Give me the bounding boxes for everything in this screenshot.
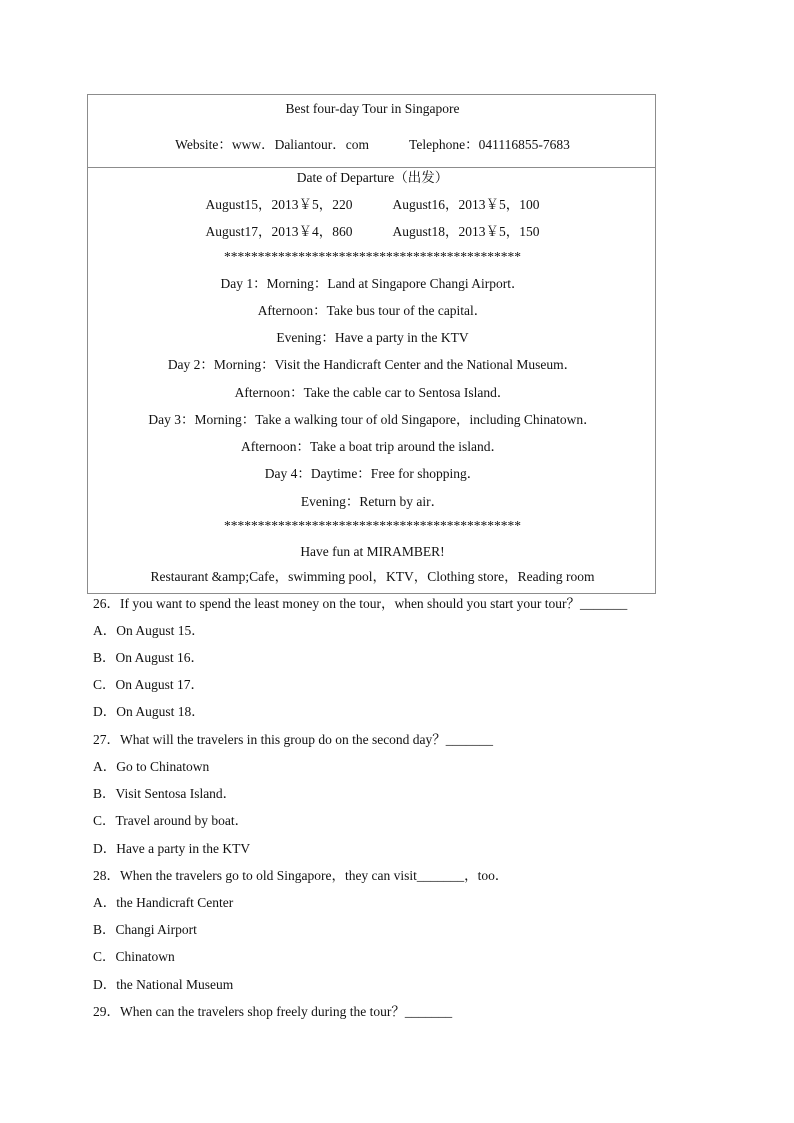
question-stem: 29．When can the travelers shop freely during the tour？_______ bbox=[93, 1004, 453, 1019]
separator: ******************************************** bbox=[224, 518, 521, 533]
itinerary-line: Evening：Have a party in the KTV bbox=[276, 330, 469, 345]
answer-option: D．On August 18． bbox=[93, 704, 205, 719]
departure-heading: Date of Departure（出发） bbox=[296, 170, 449, 185]
itinerary-line: Afternoon：Take the cable car to Sentosa Island． bbox=[234, 385, 511, 400]
departure-dates-row-2 bbox=[88, 223, 657, 241]
answer-option: A．the Handicraft Center bbox=[93, 895, 234, 910]
answer-option: B．On August 16． bbox=[93, 650, 205, 665]
question-stem: 27．What will the travelers in this group do on the second day？_______ bbox=[93, 732, 494, 747]
separator: ******************************************** bbox=[224, 249, 521, 264]
answer-option: C．Chinatown bbox=[93, 949, 175, 964]
ad-title: Best four-day Tour in Singapore bbox=[285, 101, 460, 116]
departure-dates-row-1 bbox=[88, 196, 657, 214]
website-text: Website：www．Daliantour．com bbox=[175, 137, 370, 152]
departure-date: August17，2013￥4，860 bbox=[205, 224, 353, 239]
itinerary-line: Day 3：Morning：Take a walking tour of old Singapore，including Chinatown． bbox=[148, 412, 597, 427]
answer-option: C．On August 17． bbox=[93, 677, 205, 692]
telephone-text: Telephone：041116855-7683 bbox=[409, 137, 570, 152]
answer-option: D．the National Museum bbox=[93, 977, 234, 992]
departure-date: August15，2013￥5，220 bbox=[205, 197, 353, 212]
itinerary-line: Afternoon：Take a boat trip around the island． bbox=[241, 439, 504, 454]
header-divider bbox=[88, 167, 655, 168]
answer-option: C．Travel around by boat． bbox=[93, 813, 249, 828]
closing-line: Have fun at MIRAMBER! bbox=[300, 544, 445, 559]
itinerary-line: Day 2：Morning：Visit the Handicraft Center and the National Museum． bbox=[167, 357, 578, 372]
itinerary-line: Day 1：Morning：Land at Singapore Changi Airport． bbox=[220, 276, 525, 291]
answer-option: B．Changi Airport bbox=[93, 922, 197, 937]
question-stem: 26．If you want to spend the least money on the tour，when should you start your tour？_______ bbox=[93, 596, 628, 611]
itinerary-line: Day 4：Daytime：Free for shopping． bbox=[264, 466, 481, 481]
contact-line bbox=[88, 136, 657, 154]
answer-option: A．Go to Chinatown bbox=[93, 759, 210, 774]
question-stem: 28．When the travelers go to old Singapore，they can visit_______，too． bbox=[93, 868, 509, 883]
itinerary-line: Afternoon：Take bus tour of the capital． bbox=[257, 303, 488, 318]
answer-option: B．Visit Sentosa Island． bbox=[93, 786, 237, 801]
itinerary-line: Evening：Return by air． bbox=[300, 494, 445, 509]
answer-option: A．On August 15． bbox=[93, 623, 205, 638]
departure-date: August16，2013￥5，100 bbox=[392, 197, 540, 212]
facilities-line: Restaurant &amp;Cafe，swimming pool，KTV，Clothing store，Reading room bbox=[150, 569, 595, 584]
departure-date: August18，2013￥5，150 bbox=[392, 224, 540, 239]
answer-option: D．Have a party in the KTV bbox=[93, 841, 251, 856]
tour-advertisement bbox=[87, 94, 656, 594]
